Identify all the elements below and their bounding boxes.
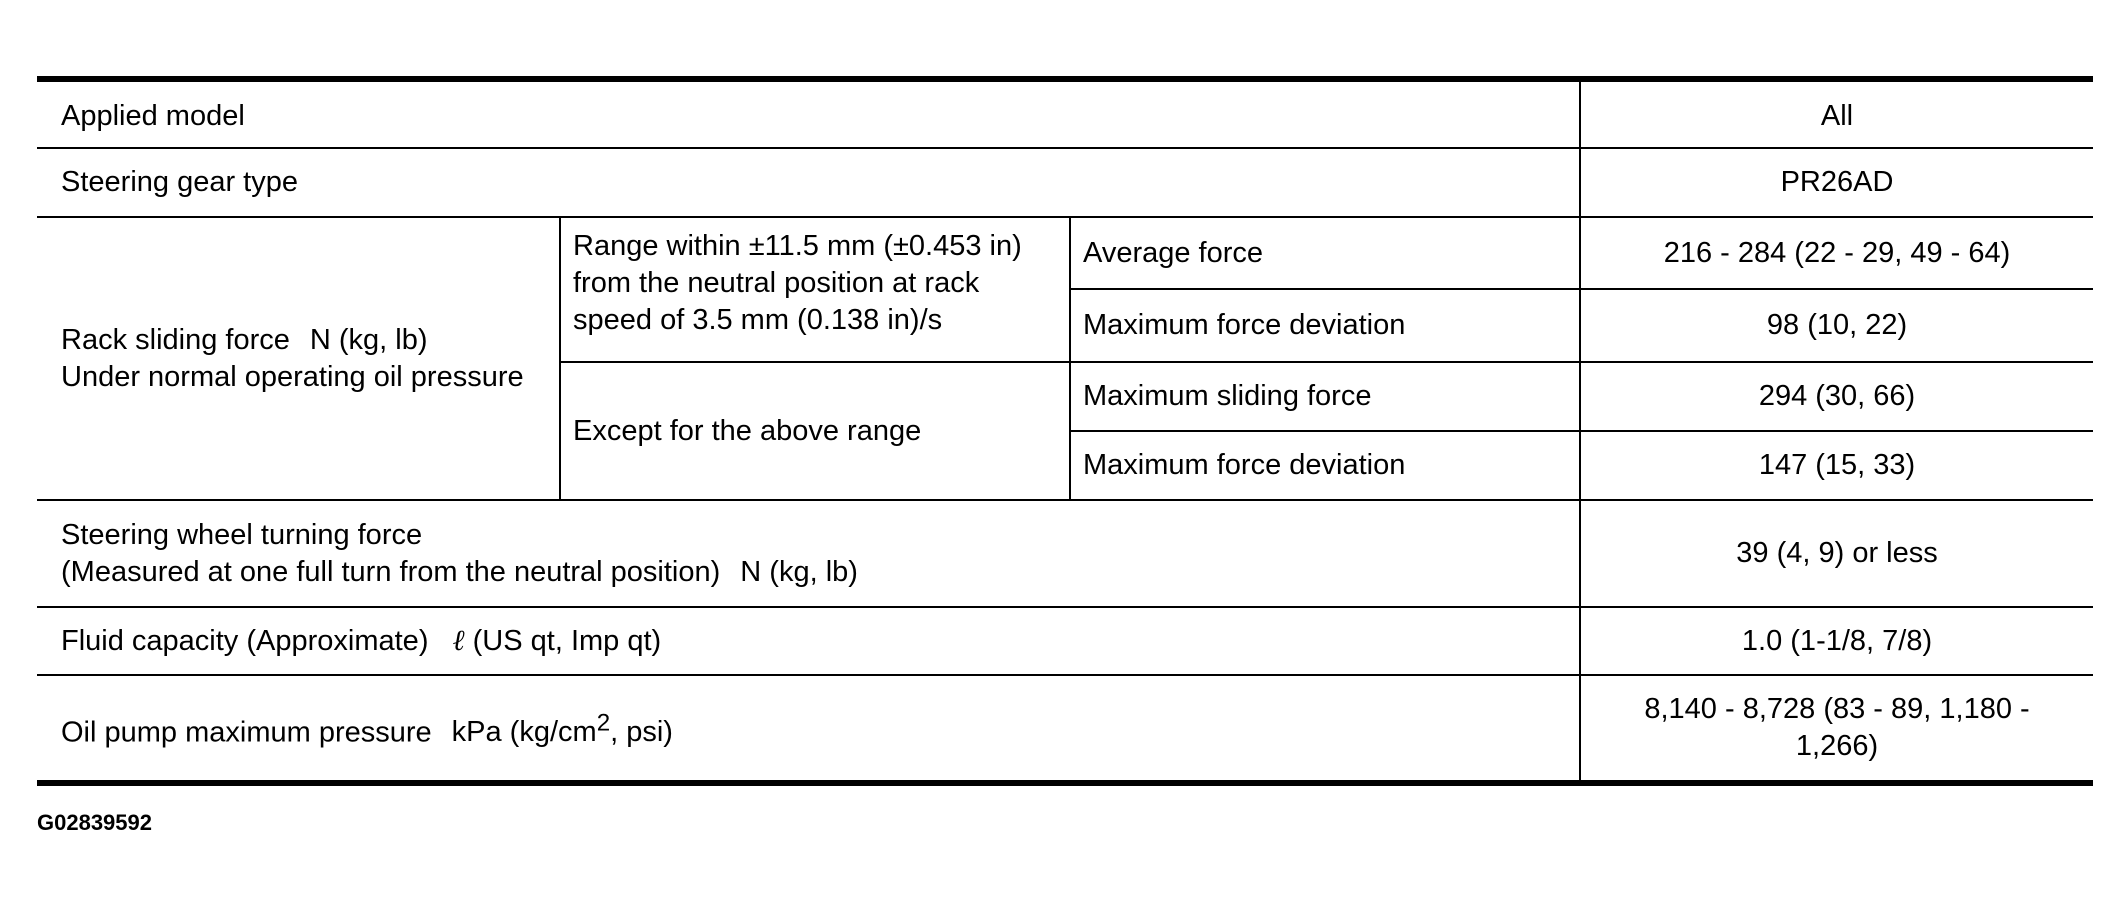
rack-label: Rack sliding force: [61, 323, 290, 356]
oil-pump-unit-sup: 2: [596, 709, 611, 737]
rack-unit: N (kg, lb): [309, 323, 428, 356]
max-sliding-force-label: Maximum sliding force: [1070, 362, 1580, 431]
except-range-label: Except for the above range: [560, 362, 1070, 500]
fluid-capacity-unit: (US qt, Imp qt): [472, 625, 662, 657]
row-gear-type: [37, 148, 2093, 217]
oil-pump-unit-suffix: , psi): [610, 716, 673, 749]
max-sliding-force-value: 294 (30, 66): [1580, 362, 2093, 431]
turning-force-line2: (Measured at one full turn from the neutral position): [61, 555, 721, 588]
row-turning-force: [37, 500, 2093, 607]
oil-pump-unit: [451, 709, 673, 749]
turning-force-line1: Steering wheel turning force: [61, 518, 423, 551]
turning-force-label: [37, 500, 1580, 607]
gear-type-label: Steering gear type: [37, 148, 1580, 217]
row-oil-pump: [37, 675, 2093, 783]
applied-model-label: Applied model: [37, 79, 1580, 148]
max-force-deviation-value-1: 98 (10, 22): [1580, 289, 2093, 362]
oil-pump-unit-prefix: kPa (kg/cm: [451, 716, 597, 749]
oil-pump-text: Oil pump maximum pressure: [61, 716, 432, 749]
row-average-force: [37, 217, 2093, 289]
applied-model-value: All: [1580, 79, 2093, 148]
steering-spec-table: [37, 76, 2093, 786]
oil-pump-value: 8,140 - 8,728 (83 - 89, 1,180 - 1,266): [1580, 675, 2093, 783]
rack-sliding-force-label: [37, 217, 560, 500]
average-force-value: 216 - 284 (22 - 29, 49 - 64): [1580, 217, 2093, 289]
rack-condition: Under normal operating oil pressure: [61, 360, 524, 393]
range-within-label: Range within ±11.5 mm (±0.453 in) from the neutral position at rack speed of 3.5 mm (0.138 in)/s: [560, 217, 1070, 362]
max-force-deviation-value-2: 147 (15, 33): [1580, 431, 2093, 500]
gear-type-value: PR26AD: [1580, 148, 2093, 217]
oil-pump-label: [37, 675, 1580, 783]
fluid-capacity-text: Fluid capacity (Approximate): [61, 625, 429, 657]
max-force-deviation-label-1: Maximum force deviation: [1070, 289, 1580, 362]
row-fluid-capacity: [37, 607, 2093, 675]
max-force-deviation-label-2: Maximum force deviation: [1070, 431, 1580, 500]
litre-symbol: ℓ: [452, 623, 465, 657]
turning-force-unit: N (kg, lb): [740, 555, 858, 588]
fluid-capacity-value: 1.0 (1-1/8, 7/8): [1580, 607, 2093, 675]
row-applied-model: [37, 79, 2093, 148]
average-force-label: Average force: [1070, 217, 1580, 289]
figure-id: G02839592: [37, 810, 152, 835]
turning-force-value: 39 (4, 9) or less: [1580, 500, 2093, 607]
fluid-capacity-label: [37, 607, 1580, 675]
